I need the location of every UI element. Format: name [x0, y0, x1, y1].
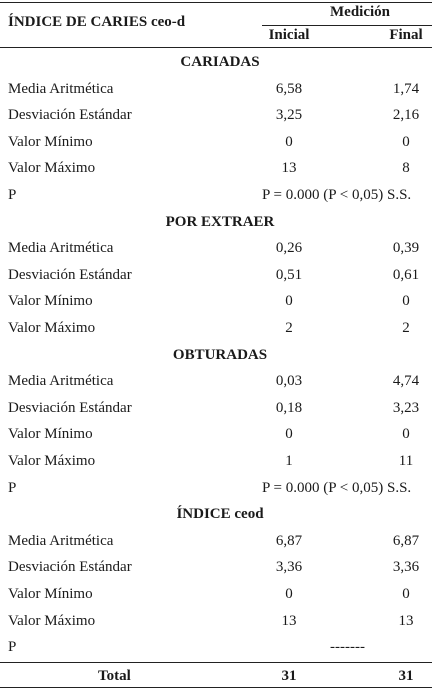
value-initial: 0,03	[275, 373, 303, 390]
table-title: ÍNDICE DE CARIES ceo-d	[8, 14, 186, 30]
row-label: Media Aritmética	[8, 240, 114, 257]
value-final: 1,74	[392, 80, 420, 97]
section-title: ÍNDICE ceod	[176, 506, 264, 523]
row-label: Media Aritmética	[8, 532, 114, 549]
value-final: 0	[402, 586, 410, 602]
value-initial: 0	[285, 586, 293, 602]
value-final: 2	[402, 320, 410, 336]
table-row	[0, 77, 440, 103]
value-initial: 6,58	[275, 80, 303, 97]
group-rule	[262, 25, 432, 26]
total-label: Total	[98, 668, 131, 684]
value-final: 0,39	[392, 240, 420, 257]
value-initial: 6,87	[275, 532, 303, 549]
total-rule	[0, 662, 432, 663]
p-label: P	[8, 479, 17, 496]
row-label: Valor Máximo	[8, 612, 96, 629]
value-initial: 0	[285, 293, 293, 310]
measurement-group-header: Medición	[330, 4, 390, 20]
table-row	[0, 582, 440, 608]
value-initial: 2	[285, 320, 293, 336]
table-row	[0, 156, 440, 182]
row-label: Valor Mínimo	[8, 293, 93, 310]
value-initial: 0,51	[275, 266, 303, 283]
table-row	[0, 529, 440, 555]
table-row	[0, 103, 440, 129]
bottom-rule	[0, 687, 432, 688]
column-header-initial: Inicial	[268, 27, 310, 43]
value-initial: 0	[285, 133, 293, 150]
section-header-row	[0, 210, 440, 236]
row-label: Valor Máximo	[8, 320, 96, 336]
table-row	[0, 130, 440, 156]
row-label: Desviación Estándar	[8, 559, 132, 576]
value-initial: 3,36	[275, 559, 303, 576]
value-initial: 0,26	[275, 240, 303, 257]
table-row	[0, 369, 440, 395]
row-label: Valor Mínimo	[8, 586, 93, 602]
total-final: 31	[398, 668, 414, 684]
value-initial: 3,25	[275, 107, 303, 124]
value-final: 11	[398, 453, 414, 469]
table-row	[0, 263, 440, 289]
value-final: 0	[402, 293, 410, 310]
column-header-final: Final	[389, 27, 423, 43]
value-final: 13	[398, 612, 414, 629]
table-row	[0, 396, 440, 422]
p-label: P	[8, 187, 17, 203]
row-label: Valor Máximo	[8, 160, 96, 177]
table-row	[0, 316, 440, 342]
table-row	[0, 289, 440, 315]
section-title: POR EXTRAER	[165, 213, 275, 230]
value-final: 0	[402, 426, 410, 443]
value-final: 2,16	[392, 107, 420, 124]
section-header-row	[0, 343, 440, 369]
section-title: CARIADAS	[180, 54, 260, 70]
value-initial: 0	[285, 426, 293, 443]
p-value-text: P = 0.000 (P < 0,05) S.S.	[262, 187, 412, 203]
p-value-row	[0, 183, 440, 209]
row-label: Valor Mínimo	[8, 426, 93, 443]
value-final: 8	[402, 160, 410, 177]
header-rule	[0, 47, 432, 48]
table-row	[0, 449, 440, 475]
table-row	[0, 422, 440, 448]
row-label: Desviación Estándar	[8, 399, 132, 416]
p-value-row	[0, 635, 440, 661]
value-final: 4,74	[392, 373, 420, 390]
section-title: OBTURADAS	[172, 346, 268, 363]
p-value-text: P = 0.000 (P < 0,05) S.S.	[262, 479, 412, 496]
row-label: Valor Mínimo	[8, 133, 93, 150]
value-final: 0,61	[392, 266, 420, 283]
section-header-row	[0, 502, 440, 528]
row-label: Desviación Estándar	[8, 266, 132, 283]
p-value-row	[0, 476, 440, 502]
top-rule	[0, 2, 432, 3]
table-row	[0, 236, 440, 262]
p-label: P	[8, 639, 17, 656]
row-label: Media Aritmética	[8, 80, 114, 97]
value-initial: 1	[285, 453, 293, 469]
row-label: Media Aritmética	[8, 373, 114, 390]
value-final: 3,23	[392, 399, 420, 416]
value-initial: 13	[281, 160, 297, 177]
section-header-row	[0, 50, 440, 76]
value-initial: 13	[281, 612, 297, 629]
value-final: 6,87	[392, 532, 420, 549]
row-label: Desviación Estándar	[8, 107, 132, 124]
value-final: 3,36	[392, 559, 420, 576]
value-final: 0	[402, 133, 410, 150]
value-initial: 0,18	[275, 399, 303, 416]
p-value-text: -------	[330, 639, 365, 656]
table-row	[0, 609, 440, 635]
row-label: Valor Máximo	[8, 453, 96, 469]
total-initial: 31	[281, 668, 297, 684]
table-row	[0, 555, 440, 581]
